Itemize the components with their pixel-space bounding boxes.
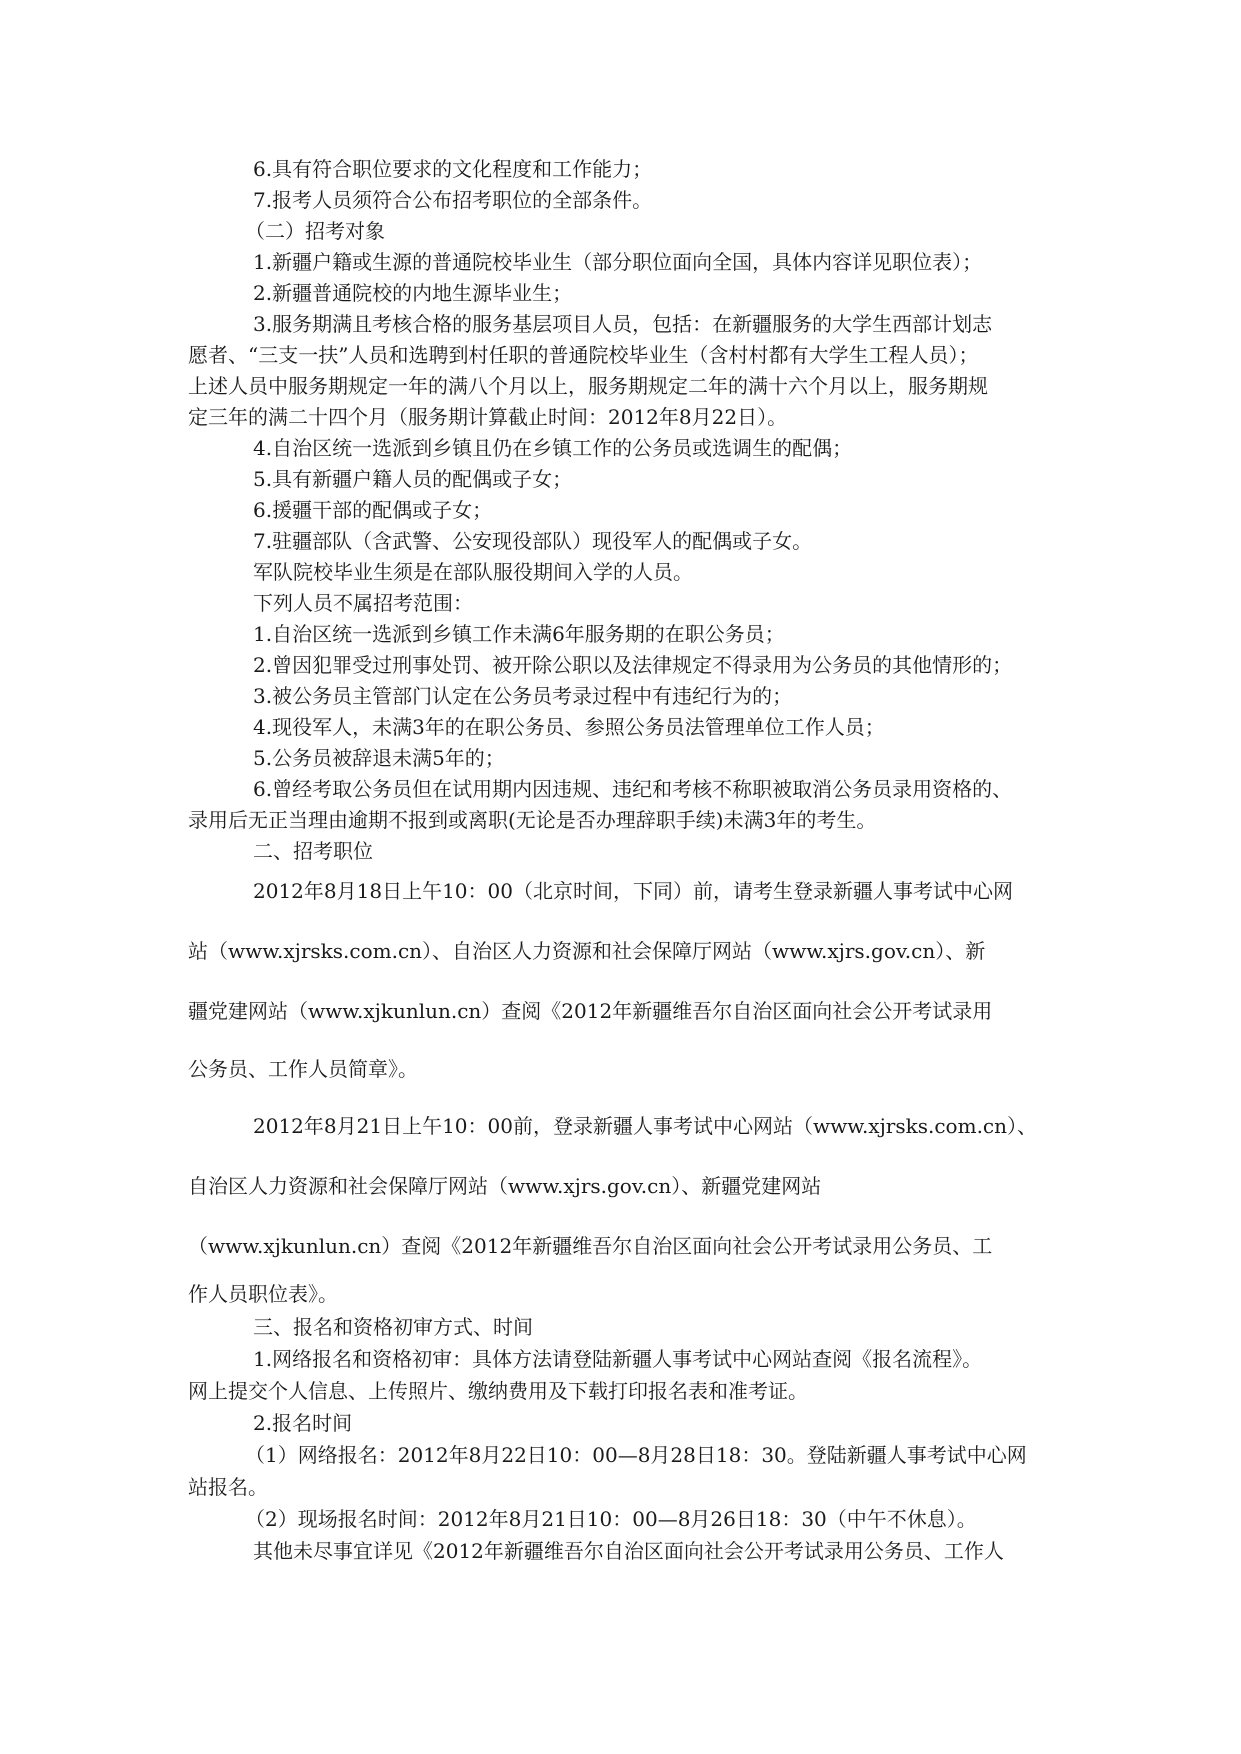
text-line: 自治区人力资源和社会保障厅网站（www.xjrs.gov.cn）、新疆党建网站 (188, 1174, 822, 1198)
text-line: 录用后无正当理由逾期不报到或离职(无论是否办理辞职手续)未满3年的考生。 (188, 808, 877, 832)
text-line: （1）网络报名：2012年8月22日10：00—8月28日18：30。登陆新疆人事考试中心网 (245, 1443, 1027, 1467)
section-heading: 三、报名和资格初审方式、时间 (253, 1315, 533, 1339)
section-heading: （二）招考对象 (245, 219, 385, 243)
text-line: 2012年8月18日上午10：00（北京时间，下同）前，请考生登录新疆人事考试中心网 (253, 879, 1013, 903)
text-line: 7.驻疆部队（含武警、公安现役部队）现役军人的配偶或子女。 (253, 529, 813, 553)
text-line: 1.新疆户籍或生源的普通院校毕业生（部分职位面向全国，具体内容详见职位表）； (253, 250, 983, 274)
text-line: 公务员、工作人员简章》。 (188, 1057, 418, 1081)
text-line: 4.现役军人，未满3年的在职公务员、参照公务员法管理单位工作人员； (253, 715, 885, 739)
text-line: 1.自治区统一选派到乡镇工作未满6年服务期的在职公务员； (253, 622, 785, 646)
text-line: 2.报名时间 (253, 1411, 353, 1435)
text-line: 其他未尽事宜详见《2012年新疆维吾尔自治区面向社会公开考试录用公务员、工作人 (253, 1539, 1004, 1563)
text-line: 2012年8月21日上午10：00前，登录新疆人事考试中心网站（www.xjrsks.com.cn）、 (253, 1114, 1038, 1138)
text-line: 2.曾因犯罪受过刑事处罚、被开除公职以及法律规定不得录用为公务员的其他情形的； (253, 653, 1013, 677)
text-line: 愿者、“三支一扶”人员和选聘到村任职的普通院校毕业生（含村村都有大学生工程人员）； (188, 343, 979, 367)
text-line: 5.具有新疆户籍人员的配偶或子女； (253, 467, 573, 491)
text-line: 7.报考人员须符合公布招考职位的全部条件。 (253, 188, 653, 212)
text-line: 军队院校毕业生须是在部队服役期间入学的人员。 (253, 560, 693, 584)
text-line: （www.xjkunlun.cn）查阅《2012年新疆维吾尔自治区面向社会公开考试录用公务员、工 (188, 1234, 993, 1258)
text-line: 3.服务期满且考核合格的服务基层项目人员，包括：在新疆服务的大学生西部计划志 (253, 312, 993, 336)
text-line: 定三年的满二十四个月（服务期计算截止时间：2012年8月22日）。 (188, 405, 788, 429)
text-line: 疆党建网站（www.xjkunlun.cn）查阅《2012年新疆维吾尔自治区面向社会公开考试录用 (188, 999, 993, 1023)
text-line: 站（www.xjrsks.com.cn）、自治区人力资源和社会保障厅网站（www.xjrs.gov.cn）、新 (188, 939, 986, 963)
text-line: （2）现场报名时间：2012年8月21日10：00—8月26日18：30（中午不休息）。 (245, 1507, 977, 1531)
text-line: 站报名。 (188, 1475, 268, 1499)
text-line: 6.援疆干部的配偶或子女； (253, 498, 493, 522)
text-line: 3.被公务员主管部门认定在公务员考录过程中有违纪行为的； (253, 684, 793, 708)
text-line: 6.曾经考取公务员但在试用期内因违规、违纪和考核不称职被取消公务员录用资格的、 (253, 777, 1013, 801)
text-line: 下列人员不属招考范围： (253, 591, 473, 615)
text-line: 上述人员中服务期规定一年的满八个月以上，服务期规定二年的满十六个月以上，服务期规 (188, 374, 988, 398)
text-line: 1.网络报名和资格初审：具体方法请登陆新疆人事考试中心网站查阅《报名流程》。 (253, 1347, 983, 1371)
section-heading: 二、招考职位 (253, 839, 373, 863)
text-line: 2.新疆普通院校的内地生源毕业生； (253, 281, 573, 305)
text-line: 作人员职位表》。 (188, 1282, 338, 1306)
text-line: 4.自治区统一选派到乡镇且仍在乡镇工作的公务员或选调生的配偶； (253, 436, 853, 460)
text-line: 5.公务员被辞退未满5年的； (253, 746, 505, 770)
text-line: 6.具有符合职位要求的文化程度和工作能力； (253, 157, 653, 181)
text-line: 网上提交个人信息、上传照片、缴纳费用及下载打印报名表和准考证。 (188, 1379, 808, 1403)
